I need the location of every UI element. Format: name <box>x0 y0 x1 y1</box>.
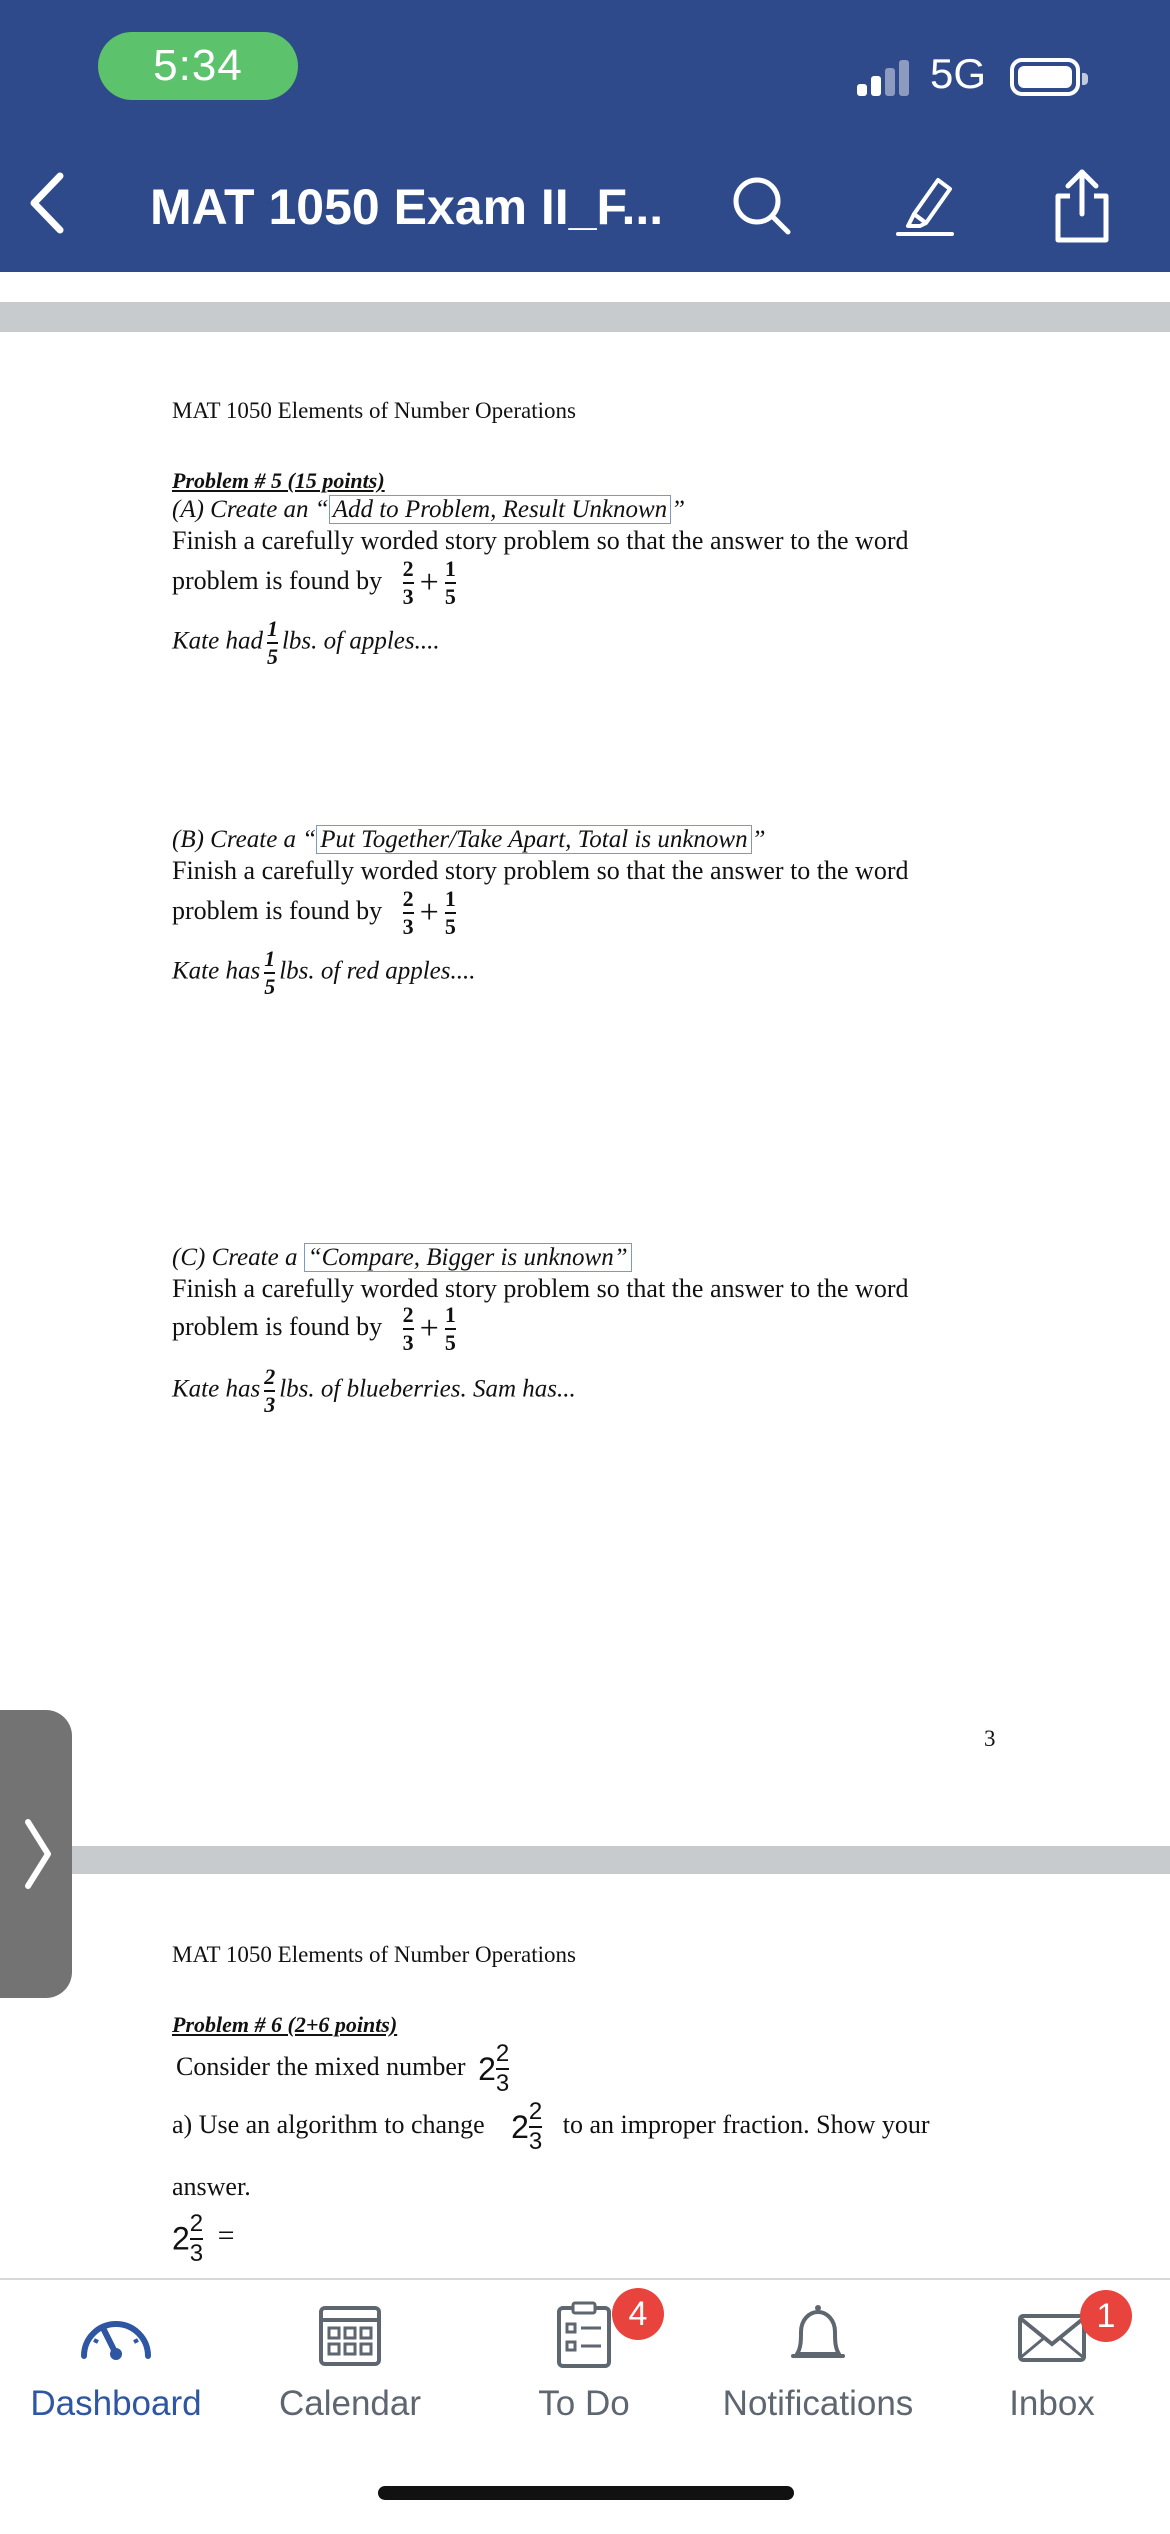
part-b-heading <box>172 826 766 854</box>
part-b-expression: problem is found by $\frac{2}{3}$ + $\frac{1}{5}$ <box>172 886 456 939</box>
calendar-icon <box>315 2300 385 2370</box>
battery-icon <box>1010 58 1080 96</box>
share-icon <box>1050 166 1114 244</box>
bell-icon <box>783 2300 853 2370</box>
plus-sign: + <box>419 564 439 601</box>
part-c-prefix: (C) Create a <box>172 1244 304 1271</box>
todo-icon <box>549 2300 619 2370</box>
fraction: $\frac{1}{5}$ <box>444 556 456 609</box>
pdf-page-4[interactable] <box>0 1874 1170 2278</box>
part-a-boxed-text: Add to Problem, Result Unknown <box>329 495 671 524</box>
part-a-heading <box>172 496 685 524</box>
tab-calendar[interactable] <box>250 2300 450 2424</box>
search-icon <box>730 174 794 238</box>
page-header: MAT 1050 Elements of Number Operations <box>172 398 576 423</box>
part-b-start: Kate has $\frac{1}{5}$ lbs. of red apples.... <box>172 946 476 999</box>
dashboard-icon <box>76 2300 156 2370</box>
part-c-heading <box>172 1244 632 1272</box>
part-b-boxed-text: Put Together/Take Apart, Total is unknown <box>316 825 751 854</box>
fraction: $\frac{1}{5}$ <box>444 1302 456 1355</box>
page-header: MAT 1050 Elements of Number Operations <box>172 1942 576 1967</box>
tab-notifications[interactable] <box>718 2300 918 2424</box>
part-b-prefix: (B) Create a “ <box>172 826 317 853</box>
fraction: $\frac{2}{3}$ <box>402 1302 414 1355</box>
home-indicator <box>378 2486 794 2500</box>
problem-title: Problem # 5 (15 points) <box>172 468 385 493</box>
tab-label: To Do <box>538 2384 630 2423</box>
tab-label: Notifications <box>722 2384 914 2423</box>
network-type: 5G <box>930 50 987 97</box>
part-c-boxed-text: “Compare, Bigger is unknown” <box>304 1243 632 1272</box>
expr-label: problem is found by <box>172 565 383 595</box>
part-a-answer-label: answer. <box>172 2172 251 2201</box>
pdf-page-3[interactable] <box>0 332 1170 1846</box>
search-button[interactable] <box>730 174 794 238</box>
status-time: 5:34 <box>98 32 298 100</box>
tab-label: Dashboard <box>30 2384 202 2423</box>
chevron-right-icon <box>18 1814 58 1894</box>
fraction: $\frac{2}{3}$ <box>402 886 414 939</box>
page-separator <box>0 302 1170 332</box>
part-b-instruction: Finish a carefully worded story problem so that the answer to the word <box>172 856 909 885</box>
tab-dashboard[interactable] <box>16 2300 216 2424</box>
plus-sign: + <box>419 894 439 931</box>
signal-icon <box>857 58 913 96</box>
part-a-question: a) Use an algorithm to change 2 $\frac{2}{3}$ to an improper fraction. Show your <box>172 2098 930 2155</box>
tab-label: Inbox <box>1009 2384 1095 2423</box>
page-spacer <box>0 272 1170 302</box>
chevron-left-icon <box>22 168 78 238</box>
problem-title: Problem # 6 (2+6 points) <box>172 2012 398 2037</box>
annotate-button[interactable] <box>894 172 956 238</box>
part-a-prefix: (A) Create an “ <box>172 496 329 523</box>
sidebar-toggle[interactable] <box>0 1710 72 1998</box>
part-a-expression <box>172 558 456 608</box>
fraction: $\frac{1}{5}$ <box>444 886 456 939</box>
answer-expression: 2 $\frac{2}{3}$ = <box>172 2210 235 2267</box>
part-c-instruction: Finish a carefully worded story problem so that the answer to the word <box>172 1274 909 1303</box>
inbox-icon <box>1014 2300 1090 2370</box>
top-bar <box>0 0 1170 272</box>
share-button[interactable] <box>1050 166 1114 244</box>
plus-sign: + <box>419 1310 439 1347</box>
page-separator <box>0 1846 1170 1874</box>
page-number: 3 <box>984 1726 996 1751</box>
document-title: MAT 1050 Exam II_F... <box>150 179 664 235</box>
part-b-suffix: ” <box>751 826 766 853</box>
part-c-start: Kate has $\frac{2}{3}$ lbs. of blueberries. Sam has... <box>172 1364 576 1417</box>
back-button[interactable] <box>22 168 78 238</box>
part-a-suffix: ” <box>671 496 686 523</box>
part-a-start: Kate had $\frac{1}{5}$ lbs. of apples.... <box>172 616 440 669</box>
part-a-instruction: Finish a carefully worded story problem so that the answer to the word <box>172 526 909 555</box>
consider-line: Consider the mixed number 2 $\frac{2}{3}$ <box>176 2040 510 2097</box>
fraction: $\frac{2}{3}$ <box>402 556 414 609</box>
highlighter-icon <box>894 172 956 238</box>
part-c-expression: problem is found by $\frac{2}{3}$ + $\frac{1}{5}$ <box>172 1302 456 1355</box>
tab-label: Calendar <box>278 2384 422 2423</box>
todo-badge: 4 <box>612 2288 664 2340</box>
inbox-badge: 1 <box>1080 2290 1132 2342</box>
